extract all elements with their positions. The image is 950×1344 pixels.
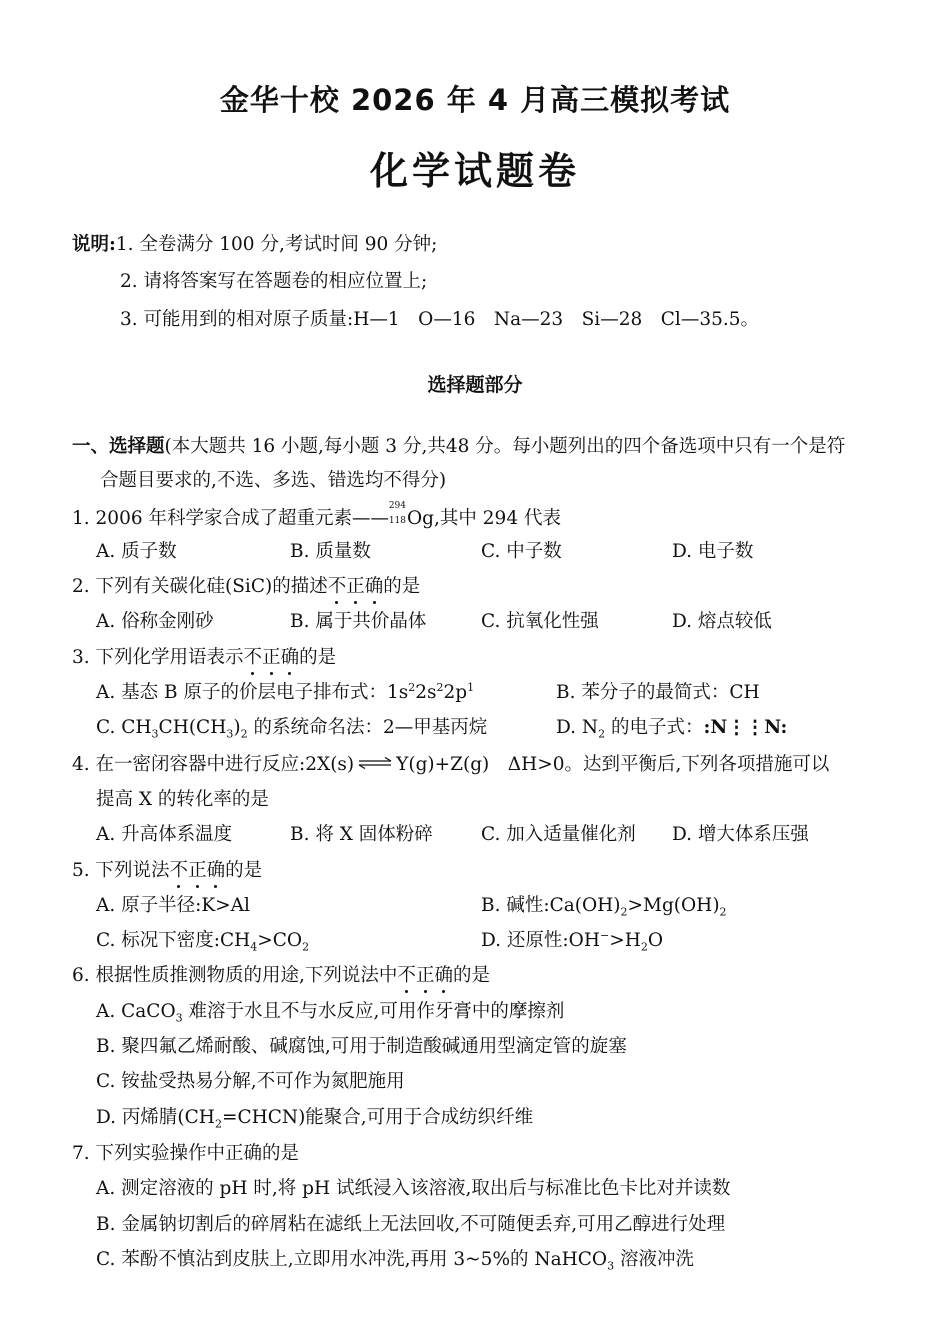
electron-formula: :N⋮⋮N: (703, 717, 788, 738)
q7-option-b[interactable]: B. 金属钠切割后的碎屑粘在滤纸上无法回收,不可随便丢弃,可用乙醇进行处理 (96, 1214, 726, 1235)
emphasis-char: 正 (346, 576, 365, 597)
emphasis-char: 不 (169, 860, 189, 881)
q1-option-c[interactable]: C. 中子数 (481, 541, 562, 562)
q2-option-d[interactable]: D. 熔点较低 (672, 611, 772, 632)
emphasis-char: 确 (206, 860, 226, 881)
question-4-stem-cont: 提高 X 的转化率的是 (96, 789, 269, 810)
equilibrium-arrow-icon (358, 757, 392, 769)
q5-option-a[interactable]: A. 原子半径:K>Al (96, 895, 250, 916)
exam-title: 金华十校 2026 年 4 月高三模拟考试 (219, 83, 731, 117)
q4-option-d[interactable]: D. 增大体系压强 (672, 824, 809, 845)
nuclide-notation: 294 118 (388, 501, 406, 526)
exam-subtitle: 化学试题卷 (369, 149, 580, 193)
q7-option-a[interactable]: A. 测定溶液的 pH 时,将 pH 试纸浸入该溶液,取出后与标准比色卡比对并读数 (96, 1178, 731, 1199)
emphasis-char: 确 (364, 576, 384, 597)
question-6-stem: 6. 根据性质推测物质的用途,下列说法中不正确的是 (72, 965, 490, 986)
q5-option-d[interactable]: D. 还原性$:OH^->H_2O$ (481, 928, 663, 954)
emphasis-char: 正 (262, 647, 281, 668)
q2-option-b[interactable]: B. 属于共价晶体 (290, 611, 427, 632)
q5-option-b[interactable]: B. 碱性$:Ca(OH)_2>Mg(OH)_2$ (481, 895, 727, 919)
question-1-stem: 1. 2006 年科学家合成了超重元素—— 294 118 Og,其中 294 代表 (72, 501, 561, 529)
emphasis-char: 不 (243, 647, 263, 668)
q6-option-d[interactable]: D. 丙烯腈$(CH_2=CHCN)$能聚合,可用于合成纺织纤维 (96, 1107, 534, 1131)
part-one-heading: 一、选择题(本大题共 16 小题,每小题 3 分,共48 分。每小题列出的四个备选项中只有一个是符 (72, 436, 846, 457)
q5-option-c[interactable]: C. 标况下密度$:CH_4>CO_2$ (96, 930, 310, 954)
emphasis-char: 确 (280, 647, 300, 668)
instruction-label: 说明: (72, 234, 116, 255)
question-4-stem: 4. 在一密闭容器中进行反应:2X(s) Y(g)+Z(g) ΔH>0。达到平衡后,下列各项措施可以 (72, 754, 830, 775)
question-3-stem: 3. 下列化学用语表示不正确的是 (72, 647, 337, 668)
section-title: 选择题部分 (427, 374, 523, 396)
q3-option-c[interactable]: C. $CH_3CH(CH_3)_2$ 的系统命名法：2—甲基丙烷 (96, 717, 488, 741)
q3-option-d[interactable]: D. $N_2$ 的电子式：:N⋮⋮N: (556, 717, 788, 741)
q7-option-c[interactable]: C. 苯酚不慎沾到皮肤上,立即用水冲洗,再用 3~5%的 NaHCO$_3$ 溶液冲洗 (96, 1249, 694, 1273)
q6-option-b[interactable]: B. 聚四氟乙烯耐酸、碱腐蚀,可用于制造酸碱通用型滴定管的旋塞 (96, 1036, 627, 1057)
q1-option-d[interactable]: D. 电子数 (672, 541, 754, 562)
instruction-1: 说明:1. 全卷满分 100 分,考试时间 90 分钟; (72, 234, 438, 255)
q4-option-b[interactable]: B. 将 X 固体粉碎 (290, 824, 433, 845)
q1-option-a[interactable]: A. 质子数 (96, 541, 177, 562)
q1-option-b[interactable]: B. 质量数 (290, 541, 371, 562)
q2-option-c[interactable]: C. 抗氧化性强 (481, 611, 599, 632)
q6-option-c[interactable]: C. 铵盐受热易分解,不可作为氮肥施用 (96, 1071, 405, 1092)
question-5-stem: 5. 下列说法不正确的是 (72, 860, 263, 881)
emphasis-char: 确 (434, 965, 453, 986)
question-2-stem: 2. 下列有关碳化硅(SiC)的描述不正确的是 (72, 576, 421, 597)
q4-option-a[interactable]: A. 升高体系温度 (96, 824, 233, 845)
emphasis-char: 正 (415, 965, 435, 986)
instruction-2: 2. 请将答案写在答题卷的相应位置上; (120, 271, 428, 292)
q3-option-b[interactable]: B. 苯分子的最简式：CH (556, 682, 760, 703)
q2-option-a[interactable]: A. 俗称金刚砂 (96, 611, 214, 632)
part-one-desc: 合题目要求的,不选、多选、错选均不得分) (100, 470, 447, 491)
q6-option-a[interactable]: A. CaCO$_3$ 难溶于水且不与水反应,可用作牙膏中的摩擦剂 (96, 1001, 565, 1025)
emphasis-char: 不 (327, 576, 347, 597)
instruction-3: 3. 可能用到的相对原子质量:H—1 O—16 Na—23 Si—28 Cl—35.5。 (120, 309, 760, 330)
page-cutoff (0, 1282, 950, 1344)
emphasis-char: 不 (397, 965, 416, 986)
emphasis-char: 正 (188, 860, 207, 881)
q4-option-c[interactable]: C. 加入适量催化剂 (481, 824, 636, 845)
question-7-stem: 7. 下列实验操作中正确的是 (72, 1143, 300, 1164)
q3-option-a[interactable]: A. 基态 B 原子的价层电子排布式：$1s^22s^22p^1$ (96, 680, 475, 703)
